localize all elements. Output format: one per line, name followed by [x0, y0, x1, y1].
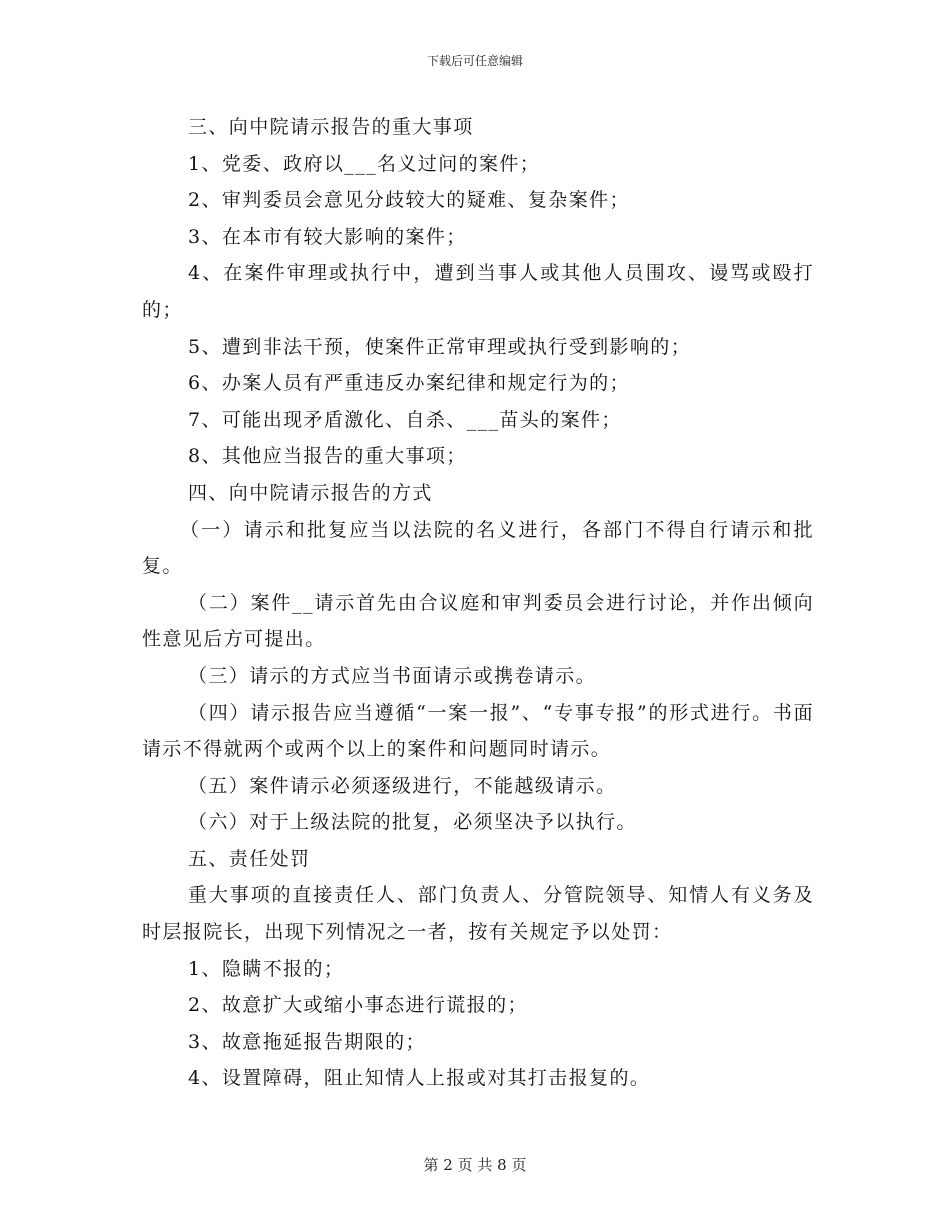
list-item-3-7: 7、可能出现矛盾激化、自杀、___苗头的案件；	[188, 408, 622, 431]
section-heading-3: 三、向中院请示报告的重大事项	[188, 116, 474, 138]
list-item-3-4: 4、在案件审理或执行中，遭到当事人或其他人员围攻、谩骂或殴打的；	[142, 262, 814, 321]
list-item-5-1: 1、隐瞒不报的；	[188, 957, 345, 980]
list-item-4-4: （四）请示报告应当遵循“一案一报”、“专事专报”的形式进行。书面请示不得就两个或两个以上的案件和问题同时请示。	[142, 701, 814, 761]
list-item-5-4: 4、设置障碍，阻止知情人上报或对其打击报复的。	[188, 1067, 651, 1090]
document-body	[142, 109, 814, 1097]
list-item-4-2: （二）案件__请示首先由合议庭和审判委员会进行讨论，并作出倾向性意见后方可提出。	[142, 591, 814, 651]
list-item-5-3: 3、故意拖延报告期限的；	[188, 1030, 426, 1053]
section-5-intro: 重大事项的直接责任人、部门负责人、分管院领导、知情人有义务及时层报院长，出现下列情况之一者，按有关规定予以处罚：	[142, 884, 814, 944]
list-item-4-6: （六）对于上级法院的批复，必须坚决予以执行。	[188, 811, 637, 834]
list-item-3-5: 5、遭到非法干预，使案件正常审理或执行受到影响的；	[188, 335, 692, 358]
page-footer-pagination: 第 2 页 共 8 页	[423, 1156, 527, 1174]
list-item-3-3: 3、在本市有较大影响的案件；	[188, 225, 467, 248]
list-item-3-2: 2、审判委员会意见分歧较大的疑难、复杂案件；	[188, 189, 630, 212]
list-item-3-1: 1、党委、政府以___名义过问的案件；	[188, 152, 541, 175]
page-header-note: 下载后可任意编辑	[426, 54, 523, 68]
list-item-4-1: （一）请示和批复应当以法院的名义进行，各部门不得自行请示和批复。	[142, 518, 814, 578]
section-heading-4: 四、向中院请示报告的方式	[188, 481, 433, 504]
list-item-4-3: （三）请示的方式应当书面请示或携卷请示。	[188, 664, 597, 687]
list-item-4-5: （五）案件请示必须逐级进行，不能越级请示。	[188, 774, 617, 797]
list-item-5-2: 2、故意扩大或缩小事态进行谎报的；	[188, 994, 528, 1017]
list-item-3-8: 8、其他应当报告的重大事项；	[188, 445, 467, 468]
section-heading-5: 五、责任处罚	[188, 847, 311, 870]
list-item-3-6: 6、办案人员有严重违反办案纪律和规定行为的；	[188, 372, 630, 395]
